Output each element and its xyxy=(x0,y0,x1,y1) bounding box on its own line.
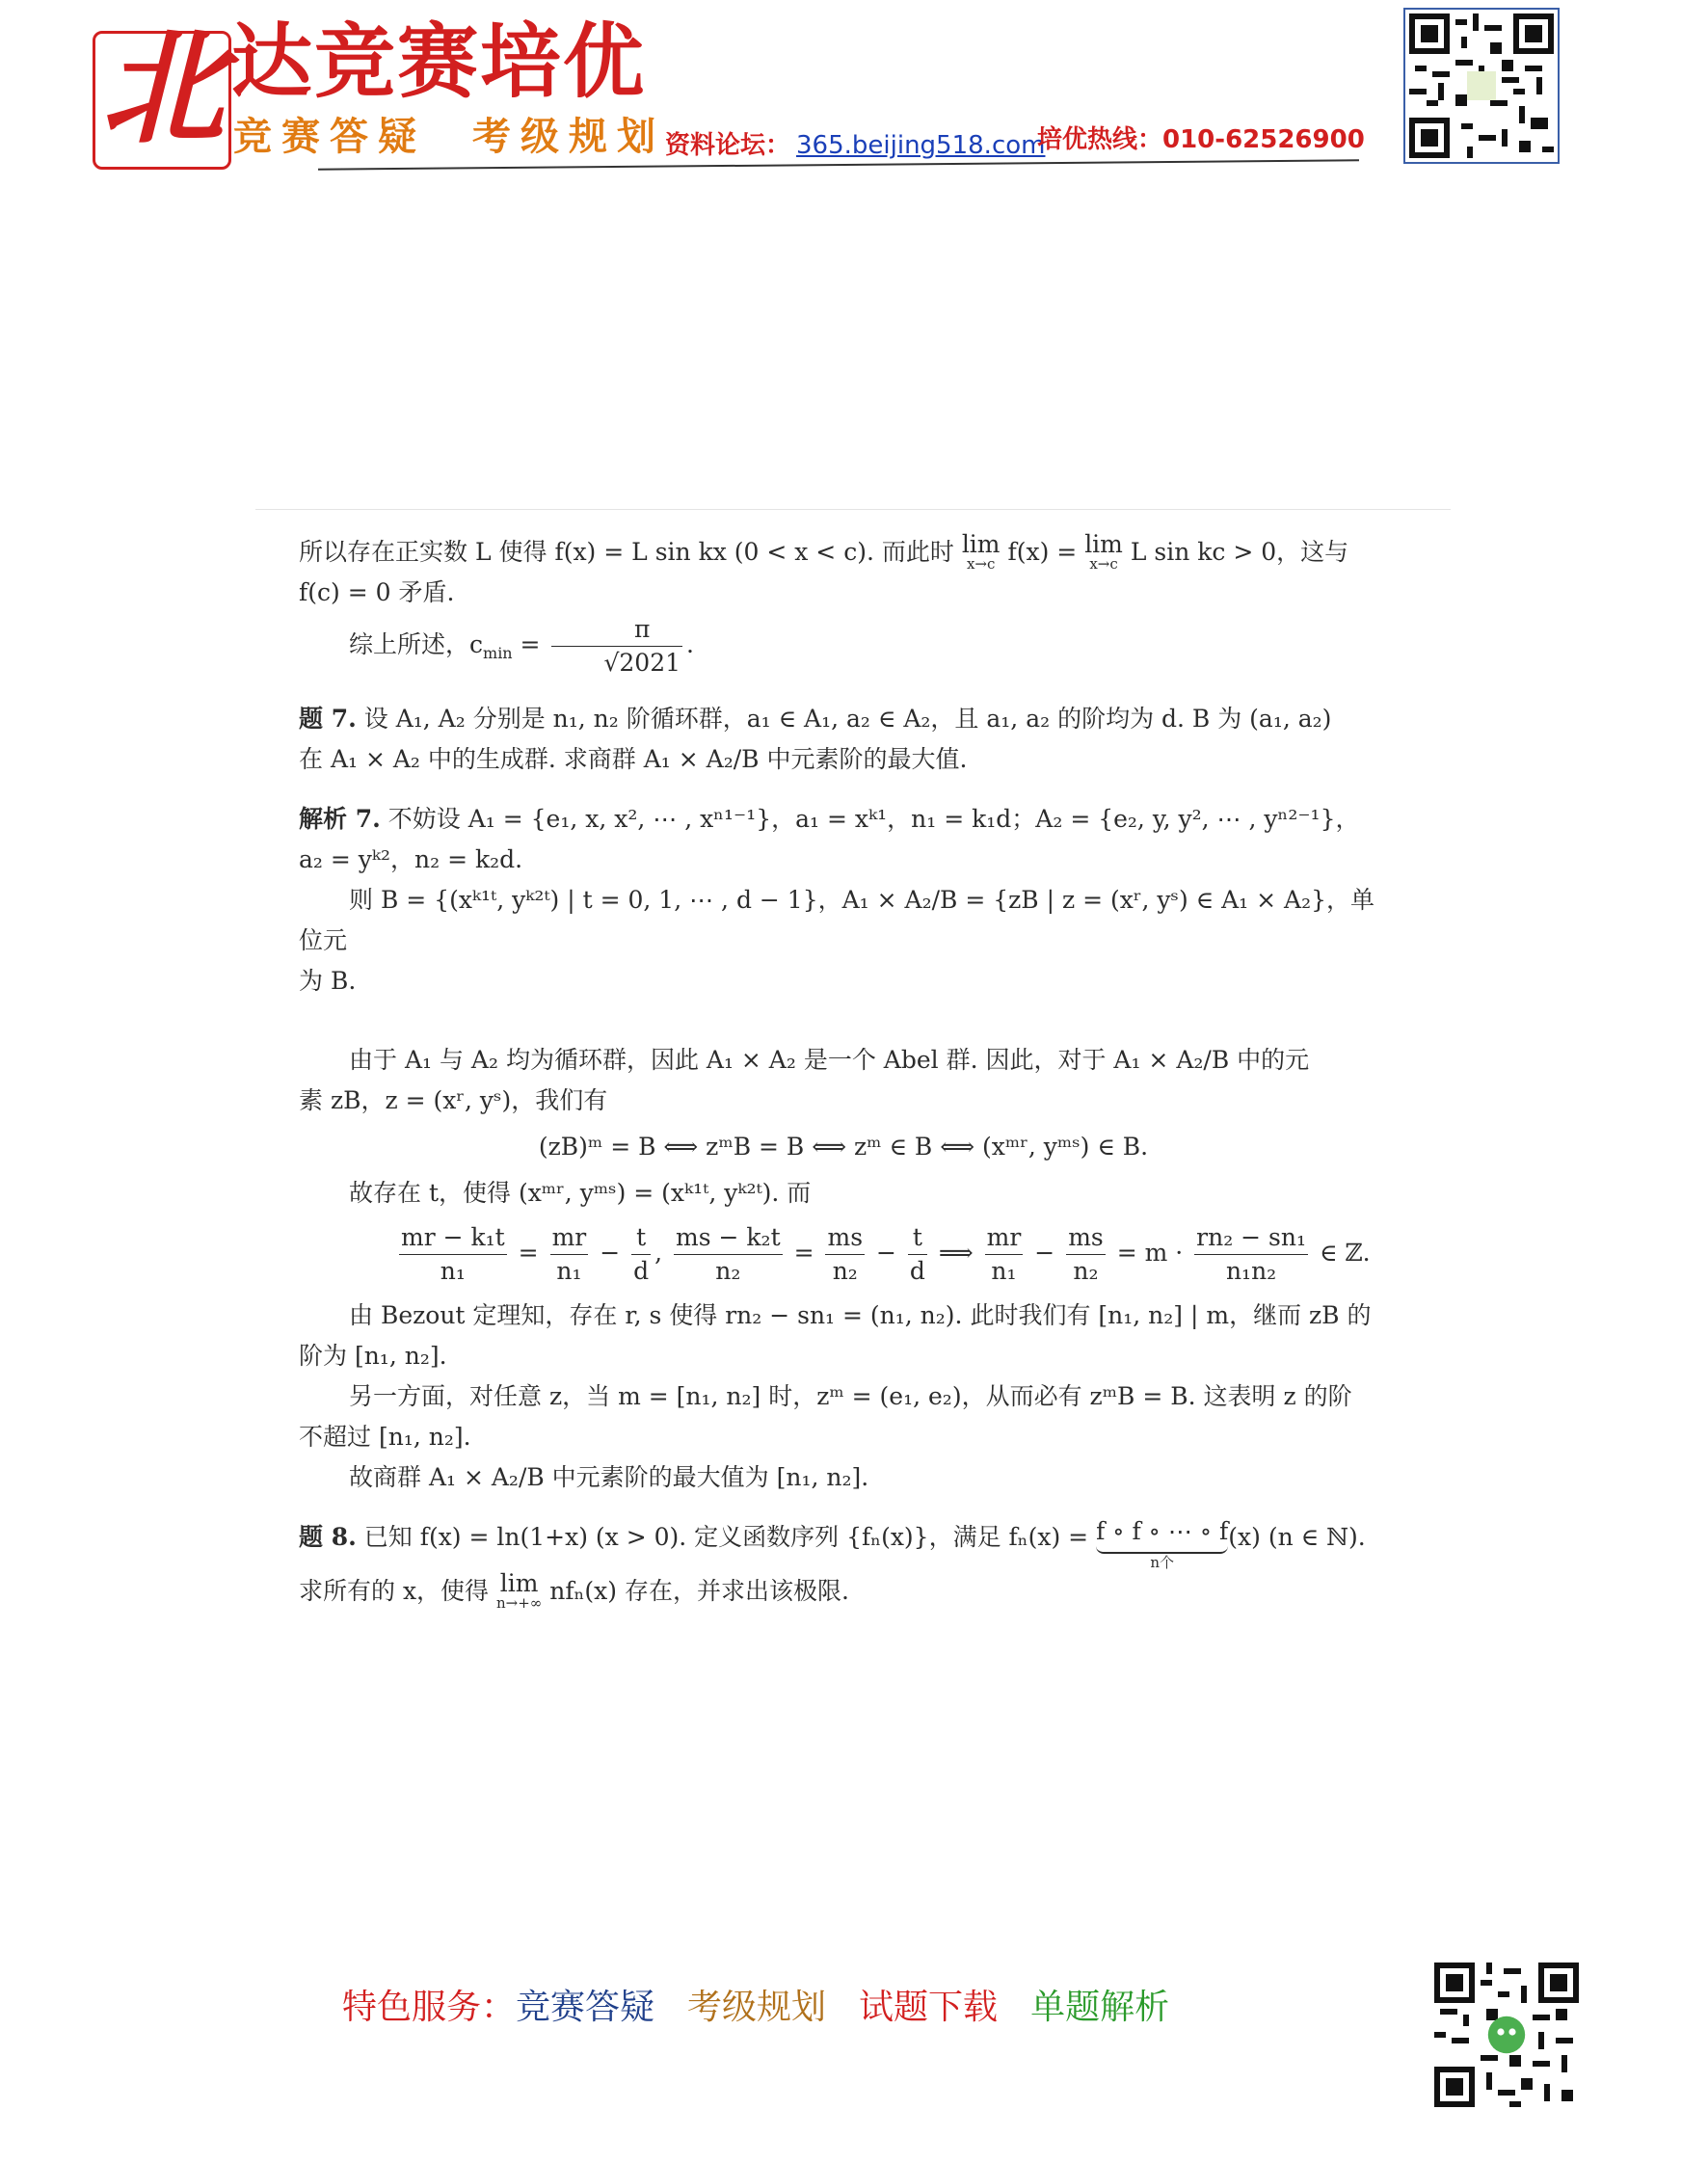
problem-7: 题 7. 设 A₁, A₂ 分别是 n₁, n₂ 阶循环群，a₁ ∈ A₁, a₂ ∈ A₂，且 a₁, a₂ 的阶均为 d. B 为 (a₁, a₂) xyxy=(299,705,1332,733)
solution-7: 解析 7. 不妨设 A₁ = {e₁, x, x², ⋯ , xⁿ¹⁻¹}，a₁ = xᵏ¹，n₁ = k₁d；A₂ = {e₂, y, y², ⋯ , yⁿ²⁻¹}， xyxy=(299,805,1360,833)
qr-code-graphic xyxy=(1434,1963,1579,2107)
text-line: 为 B. xyxy=(299,967,357,995)
page-footer xyxy=(342,1980,1202,2029)
qr-code-graphic xyxy=(1409,13,1554,158)
document-body xyxy=(299,532,1388,1612)
footer-service: 单题解析 xyxy=(1030,1988,1170,2027)
fraction: $\frac{\pi}{√2021}$ xyxy=(551,613,682,680)
brand-logo xyxy=(93,17,231,170)
text-line: 所以存在正实数 L 使得 f(x) = L sin kx (0 < x < c). 而此时 lim x→c f(x) = lim x→c L sin kc > 0，这与 xyxy=(299,530,1349,573)
forum-label: 资料论坛： xyxy=(665,131,791,160)
brand-sub-right: 考级规划 xyxy=(472,115,665,159)
page-header xyxy=(0,0,1708,193)
forum-line xyxy=(665,125,1045,161)
qr-code-icon xyxy=(1403,8,1560,164)
underbrace-expr: f ∘ f ∘ ⋯ ∘ f n个 xyxy=(1096,1517,1229,1571)
header-rule xyxy=(318,159,1359,170)
display-equation-fractions: $\frac{\text{mr − k₁t}}{\text{n₁}}$ = $\frac{mr}{\text{n₁}}$ − $\frac{t}{d}$ , $\frac{\text{ms − k₂t}}{\text{n₂}}$ = $\frac{ms}{\text{n₂}}$ − $\frac{t}{d}$ ⟹ $\frac{mr}{\text{n₁}}$ − $\frac{ms}{\text{n₂}}$ = m · $\frac{\text{rn₂ − sn₁}}{\text{n₁n₂}}$ ∈ ℤ. xyxy=(401,1223,1371,1285)
problem-title: 题 7. xyxy=(299,705,357,733)
text-line: 由 Bezout 定理知，存在 r, s 使得 rn₂ − sn₁ = (n₁, n₂). 此时我们有 [n₁, n₂] | m，继而 zB 的 xyxy=(349,1301,1372,1329)
brand-sub-left: 竞赛答疑 xyxy=(233,115,426,159)
text-line: 由于 A₁ 与 A₂ 均为循环群，因此 A₁ × A₂ 是一个 Abel 群. 因此，对于 A₁ × A₂/B 中的元 xyxy=(349,1046,1310,1074)
text-line: 素 zB，z = (xʳ, yˢ)，我们有 xyxy=(299,1086,608,1114)
footer-label: 特色服务： xyxy=(342,1988,517,2027)
text-line: 故商群 A₁ × A₂/B 中元素阶的最大值为 [n₁, n₂]. xyxy=(349,1463,869,1491)
text-line: 故存在 t，使得 (xᵐʳ, yᵐˢ) = (xᵏ¹ᵗ, yᵏ²ᵗ). 而 xyxy=(349,1179,812,1207)
text-line: 另一方面，对任意 z，当 m = [n₁, n₂] 时，zᵐ = (e₁, e₂)，从而必有 zᵐB = B. 这表明 z 的阶 xyxy=(349,1382,1352,1410)
footer-service: 竞赛答疑 xyxy=(516,1988,655,2027)
qr-code-icon xyxy=(1434,1963,1579,2107)
text-line: 则 B = {(xᵏ¹ᵗ, yᵏ²ᵗ) | t = 0, 1, ⋯ , d − 1}，A₁ × A₂/B = {zB | z = (xʳ, yˢ) ∈ A₁ × A₂}，单位元 xyxy=(299,886,1375,954)
limit-expr: lim x→c xyxy=(961,530,1001,573)
text-line: 求所有的 x，使得 lim n→+∞ nfₙ(x) 存在，并求出该极限. xyxy=(299,1569,849,1612)
text-line: 阶为 [n₁, n₂]. xyxy=(299,1342,447,1370)
brand-title: 达竞赛培优 xyxy=(231,14,647,109)
problem-8: 题 8. 已知 f(x) = ln(1+x) (x > 0). 定义函数序列 {fₙ(x)}，满足 fₙ(x) = f ∘ f ∘ ⋯ ∘ f n个 (x) (n ∈ ℕ). xyxy=(299,1517,1366,1571)
page-top-rule xyxy=(255,509,1451,510)
limit-expr: lim x→c xyxy=(1084,530,1123,573)
display-equation: (zB)ᵐ = B ⟺ zᵐB = B ⟺ zᵐ ∈ B ⟺ (xᵐʳ, yᵐˢ) ∈ B. xyxy=(538,1133,1149,1161)
text-line: 在 A₁ × A₂ 中的生成群. 求商群 A₁ × A₂/B 中元素阶的最大值. xyxy=(299,745,968,773)
hotline: 培优热线：010-62526900 xyxy=(1037,125,1365,154)
footer-service: 试题下载 xyxy=(859,1988,999,2027)
conclusion-line: 综上所述，$c_{min}$ = $\frac{\pi}{√2021}$ . xyxy=(299,613,1388,680)
logo-glyph: 北 xyxy=(101,17,226,161)
solution-title: 解析 7. xyxy=(299,805,381,833)
text-line: a₂ = yᵏ²，n₂ = k₂d. xyxy=(299,845,523,873)
text-line: f(c) = 0 矛盾. xyxy=(299,578,455,606)
limit-expr: lim n→+∞ xyxy=(496,1569,543,1612)
footer-service: 考级规划 xyxy=(687,1988,827,2027)
problem-title: 题 8. xyxy=(299,1523,357,1551)
text-line: 不超过 [n₁, n₂]. xyxy=(299,1423,471,1451)
forum-link[interactable]: 365.beijing518.com xyxy=(796,131,1046,160)
